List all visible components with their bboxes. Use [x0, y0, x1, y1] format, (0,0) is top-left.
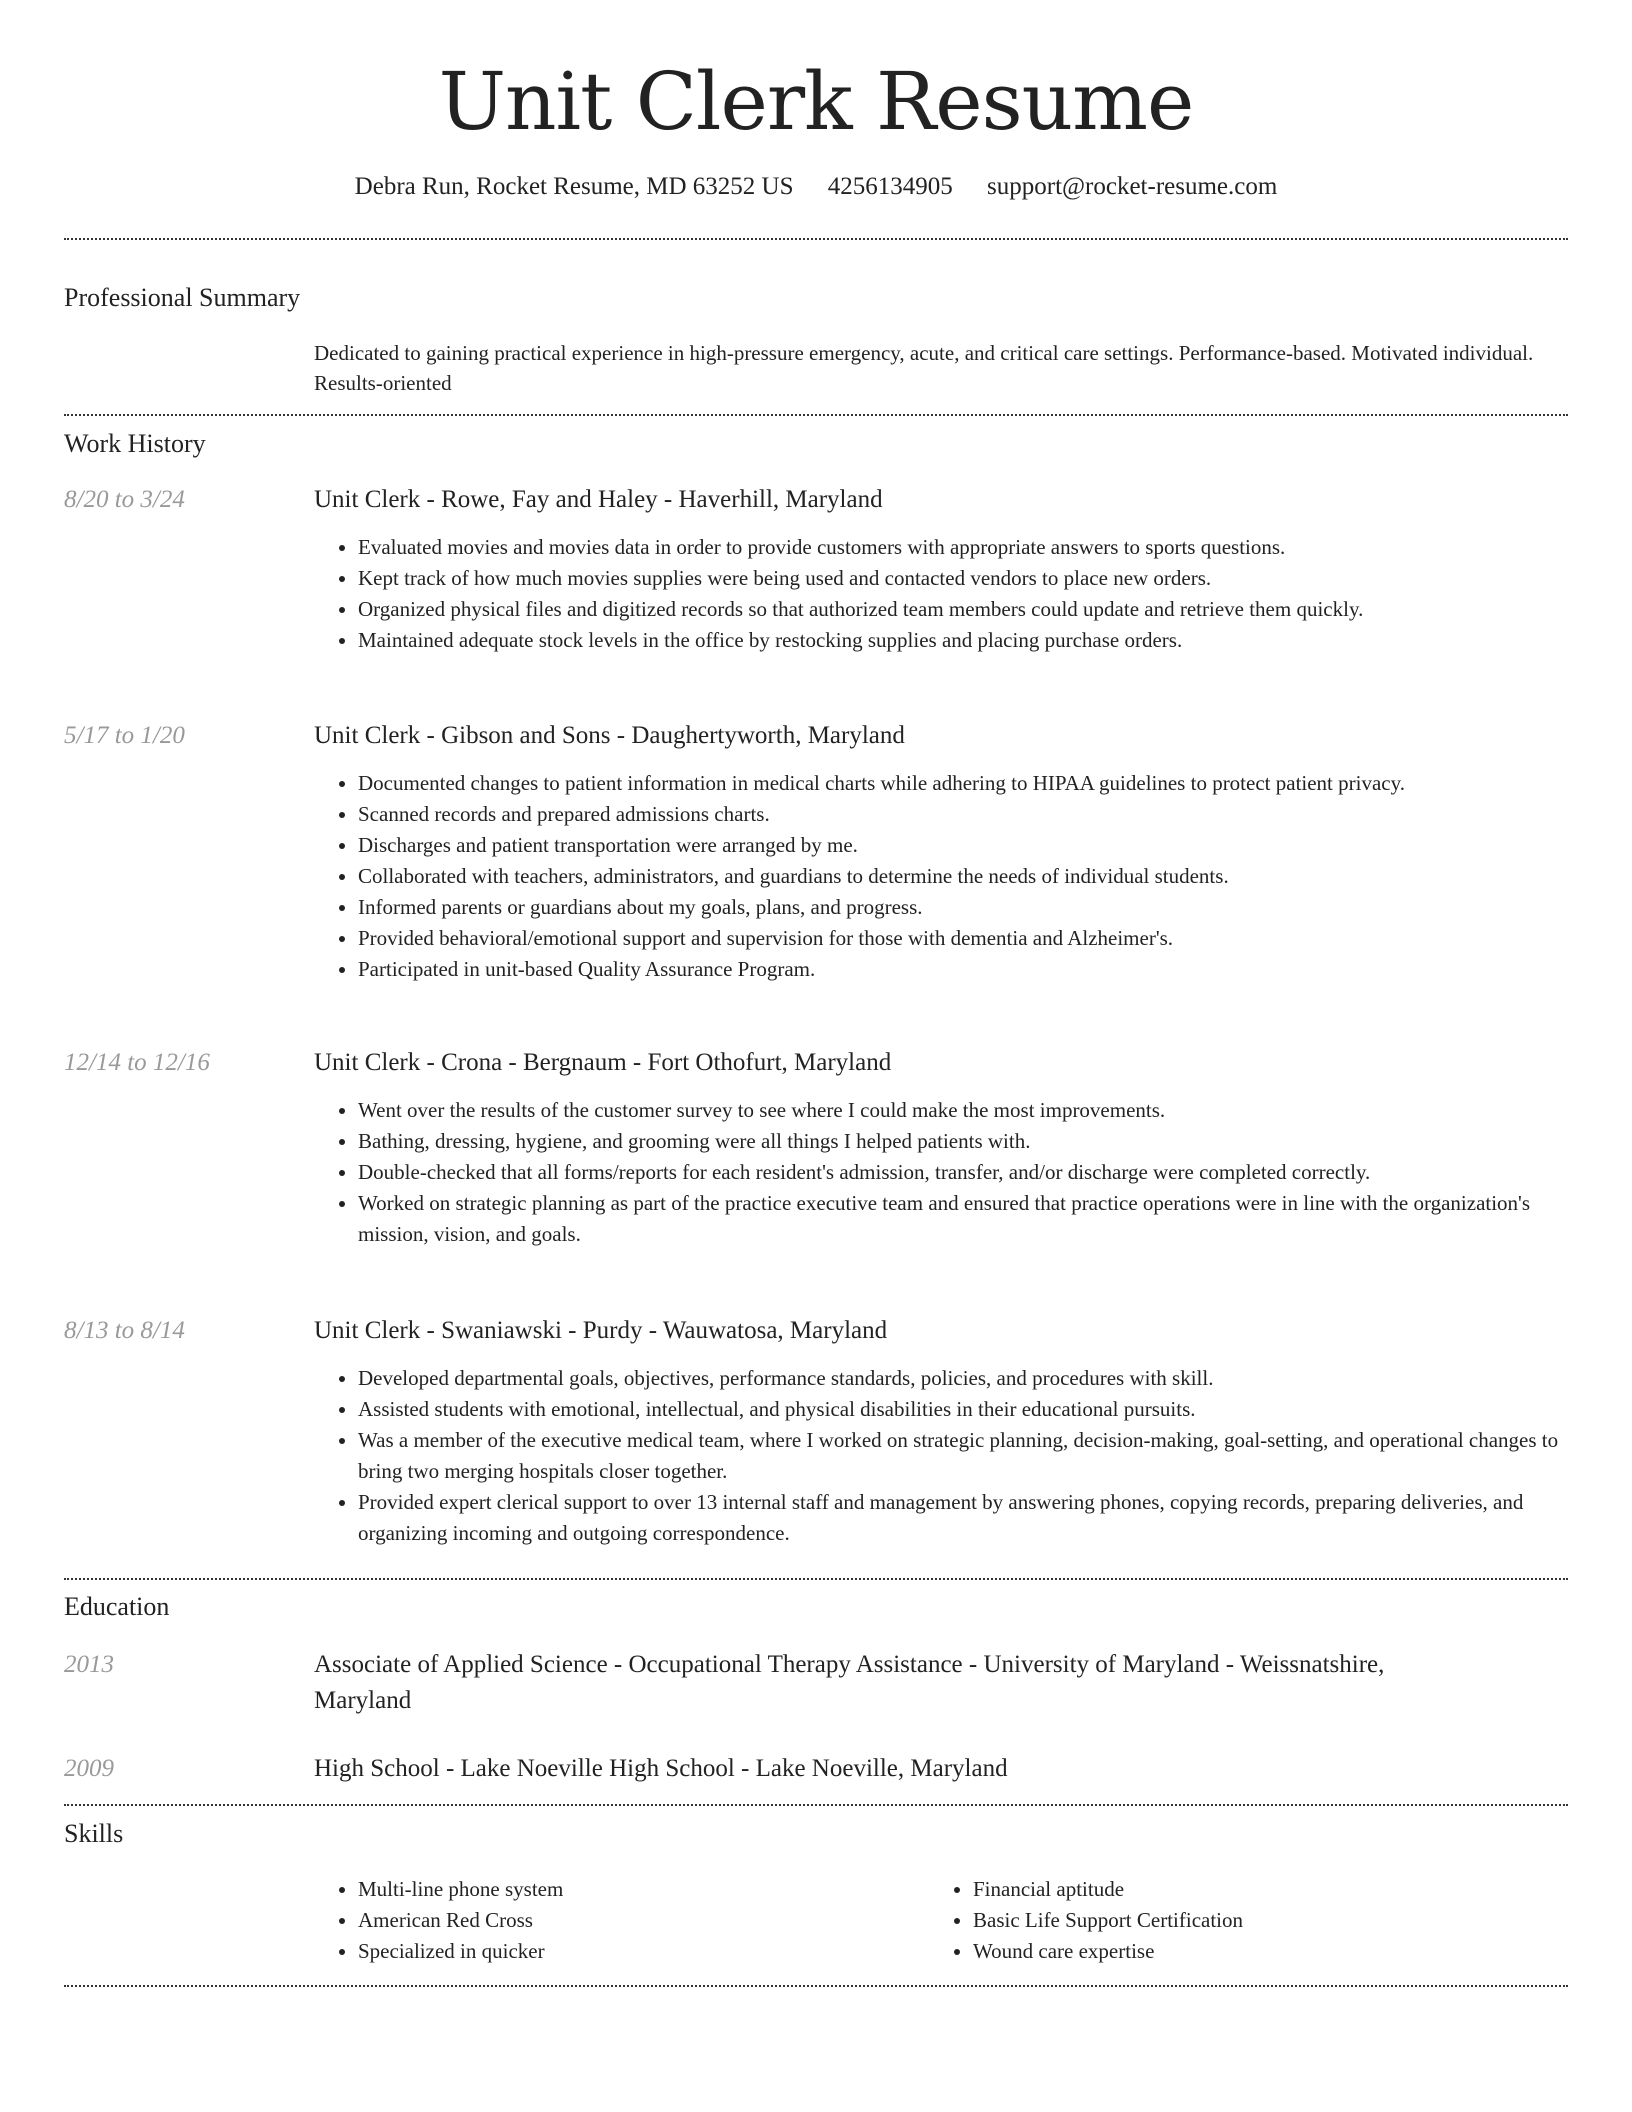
list-item: • Basic Life Support Certification [973, 1905, 1573, 1936]
education-heading: Education [64, 1592, 170, 1621]
contact-email: support@rocket-resume.com [987, 173, 1278, 200]
summary-heading: Professional Summary [64, 283, 301, 312]
contact-phone: 4256134905 [827, 173, 953, 200]
list-item: • Wound care expertise [973, 1936, 1573, 1967]
education-date: 2013 [64, 1651, 114, 1678]
job-date: 5/17 to 1/20 [64, 722, 185, 749]
skills-list-right [929, 1874, 1573, 1967]
list-item: • Collaborated with teachers, administrators, and guardians to determine the needs of individual students. [358, 861, 1568, 892]
list-item: • Organized physical files and digitized records so that authorized team members could update and retrieve them quickly. [358, 594, 1568, 625]
list-item: • Specialized in quicker [358, 1936, 918, 1967]
list-item: • Double-checked that all forms/reports for each resident's admission, transfer, and/or discharge were completed correctly. [358, 1157, 1568, 1188]
skills-heading: Skills [64, 1819, 124, 1848]
job-bullets [314, 1363, 1568, 1549]
job-date: 8/20 to 3/24 [64, 486, 185, 513]
education-title: Associate of Applied Science - Occupational Therapy Assistance - University of Maryland - Weissnatshire, Maryland [314, 1651, 1385, 1714]
job-bullets [314, 532, 1568, 656]
divider [64, 1804, 1568, 1806]
list-item: • Informed parents or guardians about my goals, plans, and progress. [358, 892, 1568, 923]
list-item: • Kept track of how much movies supplies were being used and contacted vendors to place new orders. [358, 563, 1568, 594]
list-item: • Was a member of the executive medical team, where I worked on strategic planning, decision-making, goal-setting, and operational changes to bring two merging hospitals closer together. [358, 1425, 1568, 1487]
job-title: Unit Clerk - Rowe, Fay and Haley - Haverhill, Maryland [314, 486, 883, 513]
list-item: • Evaluated movies and movies data in order to provide customers with appropriate answers to sports questions. [358, 532, 1568, 563]
job-date: 8/13 to 8/14 [64, 1317, 185, 1344]
divider [64, 1578, 1568, 1580]
summary-text: Dedicated to gaining practical experience in high-pressure emergency, acute, and critical care settings. Performance-based. Motivated individual. Results-oriented [314, 341, 1534, 395]
resume-title: Unit Clerk Resume [438, 55, 1194, 148]
list-item: • Went over the results of the customer survey to see where I could make the most improvements. [358, 1095, 1568, 1126]
job-title: Unit Clerk - Crona - Bergnaum - Fort Othofurt, Maryland [314, 1049, 892, 1076]
job-date: 12/14 to 12/16 [64, 1049, 210, 1076]
list-item: • Developed departmental goals, objectives, performance standards, policies, and procedures with skill. [358, 1363, 1568, 1394]
list-item: • Maintained adequate stock levels in the office by restocking supplies and placing purchase orders. [358, 625, 1568, 656]
contact-line [64, 170, 1568, 204]
divider [64, 414, 1568, 416]
education-title: High School - Lake Noeville High School - Lake Noeville, Maryland [314, 1755, 1008, 1782]
list-item: • American Red Cross [358, 1905, 918, 1936]
list-item: • Documented changes to patient information in medical charts while adhering to HIPAA guidelines to protect patient privacy. [358, 768, 1568, 799]
list-item: • Participated in unit-based Quality Assurance Program. [358, 954, 1568, 985]
list-item: • Scanned records and prepared admissions charts. [358, 799, 1568, 830]
list-item: • Financial aptitude [973, 1874, 1573, 1905]
list-item: • Worked on strategic planning as part of the practice executive team and ensured that practice operations were in line with the organization's mission, vision, and goals. [358, 1188, 1568, 1250]
list-item: • Discharges and patient transportation were arranged by me. [358, 830, 1568, 861]
divider [64, 1985, 1568, 1987]
divider [64, 238, 1568, 240]
list-item: • Assisted students with emotional, intellectual, and physical disabilities in their educational pursuits. [358, 1394, 1568, 1425]
job-title: Unit Clerk - Swaniawski - Purdy - Wauwatosa, Maryland [314, 1317, 888, 1344]
list-item: • Bathing, dressing, hygiene, and grooming were all things I helped patients with. [358, 1126, 1568, 1157]
job-bullets [314, 1095, 1568, 1250]
contact-address: Debra Run, Rocket Resume, MD 63252 US [354, 173, 794, 200]
list-item: • Multi-line phone system [358, 1874, 918, 1905]
list-item: • Provided behavioral/emotional support and supervision for those with dementia and Alzheimer's. [358, 923, 1568, 954]
job-bullets [314, 768, 1568, 985]
skills-list-left [314, 1874, 918, 1967]
job-title: Unit Clerk - Gibson and Sons - Daughertyworth, Maryland [314, 722, 905, 749]
education-date: 2009 [64, 1755, 114, 1782]
work-history-heading: Work History [64, 429, 206, 458]
list-item: • Provided expert clerical support to over 13 internal staff and management by answering phones, copying records, preparing deliveries, and organizing incoming and outgoing correspondence. [358, 1487, 1568, 1549]
